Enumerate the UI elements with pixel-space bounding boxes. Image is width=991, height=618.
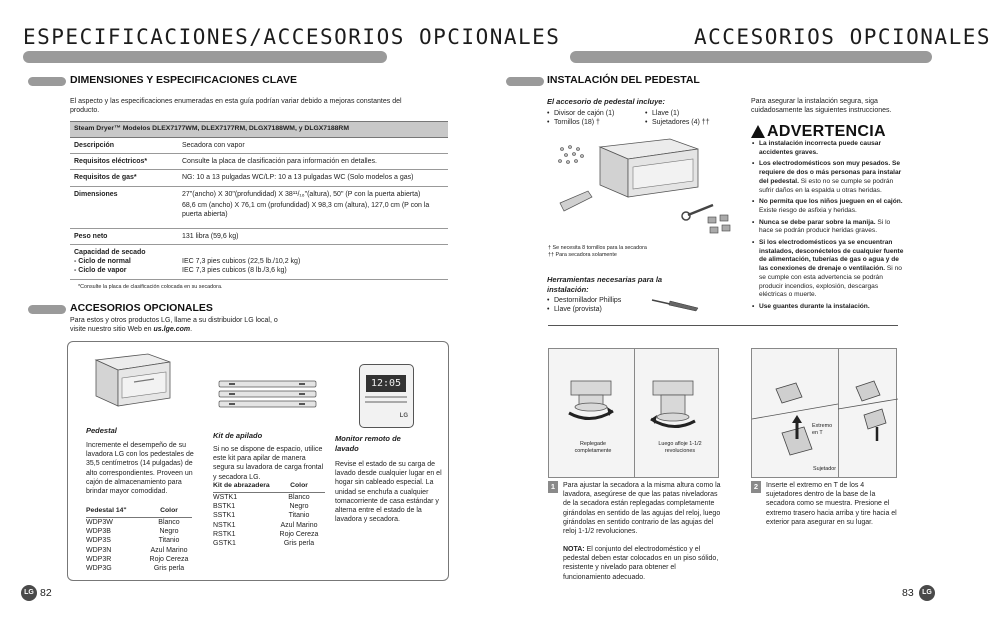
model-cell: SSTK1 <box>213 512 236 520</box>
warning-item <box>751 198 906 215</box>
model-cell: WDP3G <box>86 565 112 573</box>
step2-label-t-end: Extremo en T <box>812 423 833 437</box>
page-number-right: 83 <box>902 587 914 599</box>
dims-heading: DIMENSIONES Y ESPECIFICACIONES CLAVE <box>70 74 297 86</box>
lg-logo-icon: LG <box>21 585 37 601</box>
pedestal-kit-illustration <box>548 135 738 240</box>
color-cell: Rojo Cereza <box>279 530 319 538</box>
capacity-normal-value: IEC 7,3 pies cubicos (22,5 lb./10,2 kg) <box>182 258 301 266</box>
table-row <box>70 244 448 279</box>
stacking-kit-illustration <box>215 378 320 416</box>
model-cell: WDP3R <box>86 555 112 563</box>
warning-header <box>751 121 886 142</box>
color-cell: Azul Marino <box>280 521 318 529</box>
color-cell: Rojo Cereza <box>149 555 189 563</box>
model-cell: NSTK1 <box>213 521 236 529</box>
left-title-bar <box>23 51 387 63</box>
remote-monitor-illustration <box>359 364 414 428</box>
safety-intro: Para asegurar la instalación segura, siga cuidadosamente las siguientes instrucciones. <box>751 98 892 115</box>
table-row <box>86 546 192 555</box>
color-cell: Negro <box>159 528 179 536</box>
capacity-normal-label: - Ciclo de normal <box>74 258 131 266</box>
capacity-steam-label: - Ciclo de vapor <box>74 267 127 275</box>
table-row <box>70 170 448 186</box>
table-row <box>86 555 192 564</box>
warning-item <box>751 140 906 157</box>
model-cell: GSTK1 <box>213 540 236 548</box>
pedestal-desc: Incremente el desempeño de su lavadora LG con los pedestales de 35,5 centímetros (14 pulgadas) de alto correspondientes. Proveen un cajón de almacenamiento para brindar mayor comodidad. <box>86 442 194 496</box>
color-cell: Negro <box>289 503 309 511</box>
warning-bold: Use guantes durante la instalación. <box>759 302 870 310</box>
warning-text: Si esto no se cumple se podrán sufrir daños en la espalda u otras heridas. <box>759 177 894 194</box>
kit-note-screws: † Se necesita 8 tornillos para la secadora <box>548 245 647 251</box>
color-cell: Gris perla <box>283 540 315 548</box>
right-page-title: ACCESORIOS OPCIONALES <box>694 25 991 49</box>
list-item: • Sujetadores (4) †† <box>645 118 735 127</box>
warning-text: Si no se cumple con esta advertencia se podrán producir incendios, explosión, descargas eléctricas o muerte. <box>759 265 902 299</box>
capacity-steam-value: IEC 7,3 pies cubicos (8 lb./3,6 kg) <box>182 267 287 275</box>
step2-number: 2 <box>751 481 761 493</box>
color-cell: Titanio <box>288 512 310 520</box>
spec-label: Requisitos eléctricos* <box>70 154 178 170</box>
model-cell: WSTK1 <box>213 493 238 501</box>
kit-contents-title: El accesorio de pedestal incluye: <box>547 97 665 106</box>
model-cell: WDP3N <box>86 546 112 554</box>
lg-logo-icon: LG <box>919 585 935 601</box>
model-cell: WDP3W <box>86 518 113 526</box>
pedestal-title: Pedestal <box>86 426 117 435</box>
spec-value <box>178 186 448 228</box>
remote-monitor-desc: Revise el estado de su carga de lavado desde cualquier lugar en el hogar sin cableado especial. La unidad se enchufa a cualquier tomacorriente de casa estándar y alterna entre el estado de la lavadora y secadora. <box>335 461 442 524</box>
color-cell: Azul Marino <box>150 546 188 554</box>
pedestal-table-header: Pedestal 14" Color <box>86 507 192 518</box>
step1-number: 1 <box>548 481 558 493</box>
capacity-heading: Capacidad de secado <box>74 248 146 256</box>
capacity-label <box>70 244 178 279</box>
stacking-kit-table <box>213 482 325 548</box>
capacity-values <box>178 244 448 279</box>
remote-logo: LG <box>399 413 408 420</box>
spec-label: Descripción <box>70 138 178 154</box>
pedestal-rows <box>86 518 192 573</box>
step2-label-fastener: Sujetador <box>813 466 837 472</box>
color-cell: Blanco <box>158 518 180 526</box>
right-title-bar <box>570 51 932 63</box>
section-pill <box>28 305 66 314</box>
dims-metric: 68,6 cm (ancho) X 76,1 cm (profundidad) X 98,3 cm (altura), 127,0 cm (P con la puerta abierta) <box>182 201 430 219</box>
table-row <box>86 564 192 573</box>
list-item: • Destornillador Phillips <box>547 296 647 305</box>
spec-footnote: *Consulte la placa de clasificación colocada en su secadora. <box>78 283 223 290</box>
accessories-intro: Para estos y otros productos LG, llame a su distribuidor LG local, o visite nuestro sitio Web en us.lge.com. <box>70 317 278 334</box>
step1-note: NOTA: El conjunto del electrodoméstico y el pedestal deben estar colocados en un piso sólido, resistente y nivelado para obtener el funcionamiento adecuado. <box>563 546 719 581</box>
spec-label: Peso neto <box>70 228 178 244</box>
step1-text: Para ajustar la secadora a la misma altura como la lavadora, asegúrese de que las patas niveladoras de la secadora están replegadas completamente girándolas en sentido de las agujas del reloj, luego girándolas en sentido contrario de las agujas del reloj 1-1/2 revoluciones. <box>563 482 721 536</box>
spec-value: NG: 10 a 13 pulgadas WC/LP: 10 a 13 pulgadas WC (Solo modelos a gas) <box>178 170 448 186</box>
list-item: • Tornillos (18) † <box>547 118 647 127</box>
spec-value: Secadora con vapor <box>178 138 448 154</box>
spec-table <box>70 121 448 291</box>
warning-item <box>751 160 906 195</box>
spec-value: Consulte la placa de clasificación para información en detalles. <box>178 154 448 170</box>
warning-bold: Si los electrodomésticos ya se encuentran instalados, desconéctelos de cualquier fuente de alimentación, tuberías de gas o agua y de las conexiones de drenaje o ventilación. <box>759 239 904 273</box>
warning-bold: No permita que los niños jueguen en el cajón. <box>759 198 903 206</box>
color-cell: Gris perla <box>153 565 185 573</box>
table-row <box>70 228 448 244</box>
table-row <box>213 521 325 530</box>
color-cell: Titanio <box>158 537 180 545</box>
model-cell: WDP3S <box>86 537 111 545</box>
list-item: • Llave (provista) <box>547 305 647 314</box>
warning-bold: La instalación incorrecta puede causar accidentes graves. <box>759 140 882 156</box>
stacking-kit-title: Kit de apilado <box>213 431 263 440</box>
table-row <box>86 527 192 536</box>
section-pill <box>28 77 66 86</box>
table-row <box>86 518 192 527</box>
step1-label-retract: Replegade completamente <box>574 441 612 455</box>
remote-display: 12:05 <box>366 375 406 392</box>
screwdriver-icon <box>650 294 705 312</box>
table-row <box>213 502 325 511</box>
left-page-title: ESPECIFICACIONES/ACCESORIOS OPCIONALES <box>23 25 561 49</box>
table-row <box>213 511 325 520</box>
pedestal-install-heading: INSTALACIÓN DEL PEDESTAL <box>547 74 700 86</box>
kit-contents-col2 <box>645 109 735 127</box>
dims-imperial: 27"(ancho) X 30"(profundidad) X 38¹¹/₁₆"(altura), 50" (P con la puerta abierta) <box>182 190 421 198</box>
step2-text: Inserte el extremo en T de los 4 sujetadores dentro de la base de la secadora como se muestra. Presione el extremo trasero hacia arriba y tire hacia el exterior para asegurar en su lugar. <box>766 482 897 526</box>
tools-title: Herramientas necesarias para la instalación: <box>547 275 663 294</box>
step1-label-loosen: Luego afloje 1-1/2 revoluciones <box>658 441 702 455</box>
warning-bold: Los electrodomésticos son muy pesados. Se requiere de dos o más personas para instalar del pedestal. <box>759 160 902 185</box>
kit-note-fasteners: †† Para secadora solamente <box>548 252 617 258</box>
warning-bold: Nunca se debe parar sobre la manija. <box>759 218 876 226</box>
stacking-rows <box>213 493 325 548</box>
accessories-heading: ACCESORIOS OPCIONALES <box>70 302 213 314</box>
warning-item <box>751 219 906 236</box>
dims-intro: El aspecto y las especificaciones enumeradas en esta guía podrían variar debido a mejoras constantes del producto. <box>70 98 402 115</box>
step1-illustration <box>548 348 719 478</box>
lg-website-link[interactable]: us.lge.com <box>153 326 191 334</box>
model-cell: WDP3B <box>86 528 111 536</box>
table-row <box>86 536 192 545</box>
spec-value: 131 libra (59,6 kg) <box>178 228 448 244</box>
model-cell: RSTK1 <box>213 530 236 538</box>
stacking-kit-table-header: Kit de abrazadera Color <box>213 482 325 493</box>
model-cell: BSTK1 <box>213 503 236 511</box>
pedestal-table <box>86 507 192 573</box>
warning-item <box>751 303 906 312</box>
table-row <box>70 154 448 170</box>
spec-table-header: Steam Dryer™ Modelos DLEX7177WM, DLEX7177RM, DLGX7188WM, y DLGX7188RM <box>70 122 448 138</box>
section-divider <box>548 325 898 326</box>
spec-label: Dimensiones <box>70 186 178 228</box>
pedestal-illustration <box>86 348 176 418</box>
table-row <box>70 138 448 154</box>
stacking-kit-desc: Si no se dispone de espacio, utilice este kit para apilar de manera segura su lavadora de carga frontal y secadora LG. <box>213 446 324 481</box>
remote-monitor-title: Monitor remoto de lavado <box>335 434 401 453</box>
table-row <box>213 539 325 548</box>
step2-illustration <box>751 348 897 478</box>
warnings-list <box>751 140 906 315</box>
warning-text: Existe riesgo de asfixia y heridas. <box>759 206 857 214</box>
color-cell: Blanco <box>288 493 310 501</box>
warning-icon <box>751 125 765 138</box>
tools-list <box>547 296 647 314</box>
list-item: • Divisor de cajón (1) <box>547 109 647 118</box>
spec-label: Requisitos de gas* <box>70 170 178 186</box>
table-row <box>70 186 448 228</box>
page-number-left: 82 <box>40 587 52 599</box>
accessories-intro-text: Para estos y otros productos LG, llame a su distribuidor LG local, o visite nuestro sitio Web en <box>70 317 278 334</box>
warning-title: ADVERTENCIA <box>767 123 886 140</box>
section-pill <box>506 77 544 86</box>
kit-contents-col1 <box>547 109 647 127</box>
warning-item <box>751 239 906 300</box>
table-row <box>213 493 325 502</box>
list-item: • Llave (1) <box>645 109 735 118</box>
warning-text: Si lo hace se podrán producir heridas graves. <box>759 218 891 235</box>
table-row <box>213 530 325 539</box>
